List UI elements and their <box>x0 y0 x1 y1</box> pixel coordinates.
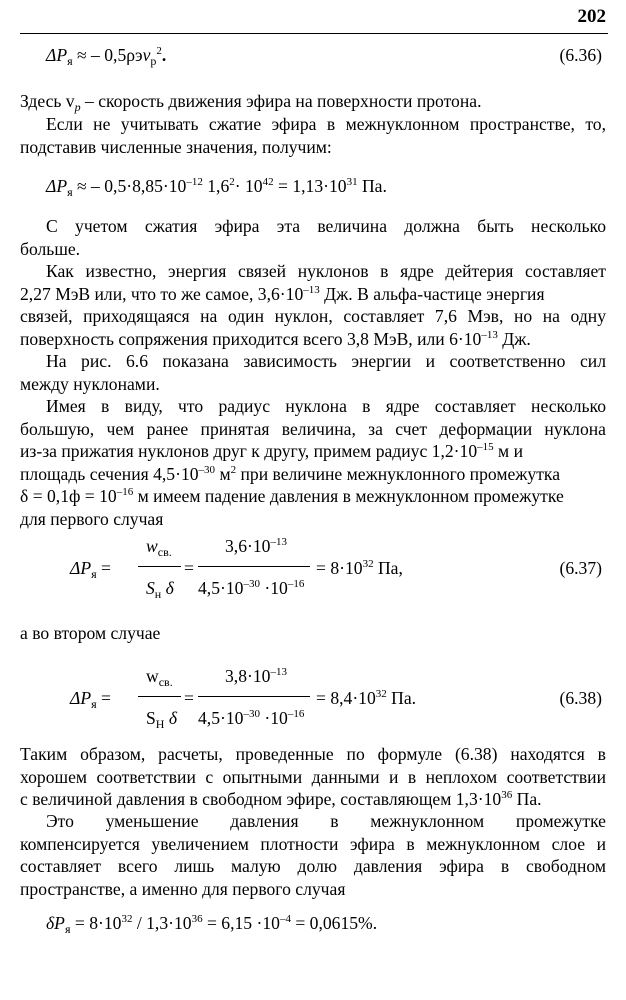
eqn-e: = 1,13·10 <box>273 176 347 196</box>
eq637-rsup: 32 <box>362 558 374 570</box>
eqn-d-sup: 42 <box>262 176 274 188</box>
eq638-f1n-sub: св. <box>158 675 173 689</box>
p6-l5a: δ = 0,1ф = 10 <box>20 486 117 507</box>
equation-6-38 <box>0 665 626 735</box>
p8-line-2: хорошем соответствии с опытными данными и в неплохом соответствии <box>20 766 606 787</box>
equation-number-6-36: (6.36) <box>559 45 602 65</box>
p1-sub: р <box>74 100 81 114</box>
equation-numeric <box>46 175 387 198</box>
p8-l3sup: 36 <box>501 789 513 802</box>
eq638-f2n: 3,8·10 <box>225 666 271 686</box>
eq637-rb: Па, <box>373 558 403 578</box>
p6-l5b: м имеем падение давления в межнуклонном промежутке <box>133 486 564 507</box>
eq637-frac2-line <box>198 566 310 567</box>
eq637-f2d-sup1: –30 <box>243 578 260 590</box>
p3-line-1: С учетом сжатия эфира эта величина должна быть несколько <box>46 216 606 236</box>
eq637-frac1-num <box>146 535 172 558</box>
eq637-f2d-a: 4,5·10 <box>198 578 244 598</box>
p1-text: Здесь v <box>20 91 75 111</box>
p8-l3a: с величиной давления в свободном эфире, составляющем 1,3·10 <box>20 789 502 810</box>
eqn-f: Па. <box>357 176 387 196</box>
p4-line-3: связей, приходящаяся на один нуклон, составляет 7,6 Мэв, но на одну <box>20 306 606 327</box>
equation-final <box>46 912 377 935</box>
eqf-d: = 6,15 ·10 <box>202 913 280 933</box>
eqn-b: ≈ – 0,5·8,85·10 <box>72 176 187 196</box>
eq638-f2d-a: 4,5·10 <box>198 708 244 728</box>
eq638-f2d-sup2: –16 <box>287 708 305 720</box>
eq-lhs: ΔP <box>46 45 68 65</box>
eq637-lhs-text: ΔP <box>70 558 92 578</box>
p4-l4a: поверхность сопряжения приходится всего 3,8 МэВ, или 6·10 <box>20 328 482 349</box>
eq638-f1d-sub: Н <box>155 717 165 731</box>
eq-dot: . <box>161 45 167 65</box>
eqn-a: ΔP <box>46 176 68 196</box>
eq638-ra: = 8,4·10 <box>316 688 376 708</box>
eq638-frac2-num <box>225 665 287 688</box>
eq638-lhs-sub: я <box>91 697 97 711</box>
eq637-frac1-line <box>138 566 181 567</box>
p6-l4c: при величине межнуклонного промежутка <box>236 463 560 484</box>
eqf-e: = 0,0615%. <box>290 913 378 933</box>
equation-number-6-37: (6.37) <box>559 558 602 578</box>
eq638-eq2: = <box>184 688 194 708</box>
paragraph-9 <box>20 810 606 900</box>
p6-l3a: из-за прижатия нуклонов друг к другу, примем радиус 1,2·10 <box>20 441 478 462</box>
eq637-f2d-b: ·10 <box>259 578 288 598</box>
paragraph-1 <box>20 90 606 113</box>
p6-line-2: большую, чем ранее принятая величина, за счет деформации нуклона <box>20 418 606 439</box>
p4-l2a: 2,27 МэВ или, что то же самое, 3,6·10 <box>20 283 304 304</box>
eq637-frac2-den <box>198 577 304 600</box>
eqn-a-sub: я <box>67 185 73 199</box>
eq637-f1d-sub: н <box>154 587 162 601</box>
eq638-frac1-line <box>138 696 181 697</box>
eq637-ra: = 8·10 <box>316 558 363 578</box>
eq637-f2n-sup: –13 <box>270 536 287 548</box>
p6-l5sup: –16 <box>116 486 134 499</box>
p1-rest: – скорость движения эфира на поверхности протона. <box>80 91 482 111</box>
p6-line-5 <box>20 485 606 508</box>
eq637-f1d-delta: δ <box>161 578 174 598</box>
paragraph-8 <box>20 743 606 811</box>
p4-l2b: Дж. В альфа-частице энергия <box>319 283 545 304</box>
eq638-eq: = <box>101 688 111 708</box>
p6-l3sup: –15 <box>477 441 494 454</box>
paragraph-2 <box>20 113 606 158</box>
p4-line-1: Как известно, энергия связей нуклонов в ядре дейтерия составляет <box>46 261 606 281</box>
paragraph-7 <box>20 622 606 645</box>
eqf-a: δP <box>46 913 65 933</box>
eq637-f1n: w <box>146 536 158 556</box>
eq-v-sub: р <box>150 54 157 68</box>
p6-l3b: м и <box>493 441 523 462</box>
eqf-a-sub: я <box>64 922 71 936</box>
eq637-frac2-num <box>225 535 287 558</box>
eqn-e-sup: 31 <box>346 176 358 188</box>
p6-line-1: Имея в виду, что радиус нуклона в ядре составляет несколько <box>46 396 606 416</box>
equation-6-37 <box>0 535 626 605</box>
p4-line-2 <box>20 283 606 306</box>
eq-mid: ≈ – 0,5ρэ <box>72 45 143 65</box>
eq-sq: 2 <box>156 45 162 57</box>
eq637-frac1-den <box>146 577 174 600</box>
p2-line-2: подставив численные значения, получим: <box>20 136 332 157</box>
eq638-frac1-num <box>146 665 173 688</box>
eq637-f1d: S <box>146 578 155 598</box>
p5-line-1: На рис. 6.6 показана зависимость энергии и соответственно сил <box>46 351 606 371</box>
eq638-f2d-b: ·10 <box>259 708 288 728</box>
eq637-lhs-sub: я <box>91 567 97 581</box>
eq637-eq2: = <box>184 558 194 578</box>
eq638-lhs <box>70 687 111 710</box>
eq638-f2d-sup1: –30 <box>243 708 260 720</box>
eq637-f2d-sup2: –16 <box>287 578 305 590</box>
p6-l4sup1: –30 <box>198 463 216 476</box>
p4-l4b: Дж. <box>497 328 531 349</box>
eqn-d: · 10 <box>234 176 263 196</box>
p2-line-1: Если не учитывать сжатие эфира в межнуклонном пространстве, то, <box>46 114 606 134</box>
p6-line-6: для первого случая <box>20 508 164 529</box>
paragraph-4 <box>20 260 606 350</box>
eqf-c: / 1,3·10 <box>132 913 192 933</box>
page-number: 202 <box>577 6 606 27</box>
p6-l4a: площадь сечения 4,5·10 <box>20 463 199 484</box>
equation-6-36 <box>46 44 166 67</box>
eq637-lhs <box>70 557 111 580</box>
p6-line-3 <box>20 440 606 463</box>
p6-l4sup2: 2 <box>230 463 237 476</box>
eqf-b-sup: 32 <box>121 913 133 925</box>
eq638-f2n-sup: –13 <box>270 666 287 678</box>
p9-line-1: Это уменьшение давления в межнуклонном промежутке <box>46 811 606 831</box>
eqf-d-sup: –4 <box>279 913 291 925</box>
header-rule <box>20 33 608 34</box>
p9-line-3: составляет всего лишь малую долю давления эфира в свободном <box>20 856 606 877</box>
p8-line-1: Таким образом, расчеты, проведенные по формуле (6.38) находятся в <box>20 744 606 764</box>
p9-line-4: пространстве, а именно для первого случая <box>20 878 346 899</box>
eq637-result <box>316 557 403 580</box>
eq637-f1n-sub: св. <box>157 545 172 559</box>
p4-line-4 <box>20 328 606 351</box>
p4-l4sup: –13 <box>481 328 498 341</box>
eq638-rsup: 32 <box>375 688 387 700</box>
eq638-rb: Па. <box>386 688 417 708</box>
p8-l3b: Па. <box>512 789 542 810</box>
p5-line-2: между нуклонами. <box>20 373 160 394</box>
eq638-f1d-delta: δ <box>164 708 178 728</box>
eqn-b-sup: –12 <box>186 176 203 188</box>
p6-l4b: м <box>215 463 231 484</box>
p8-line-3 <box>20 788 606 811</box>
eq638-f1n: w <box>146 666 159 686</box>
eq638-frac2-den <box>198 707 304 730</box>
eq638-frac1-den <box>146 707 177 730</box>
eq637-f2n: 3,6·10 <box>225 536 271 556</box>
eqf-b: = 8·10 <box>70 913 122 933</box>
equation-number-6-38: (6.38) <box>559 688 602 708</box>
eqf-c-sup: 36 <box>191 913 203 925</box>
paragraph-5 <box>20 350 606 395</box>
eq638-f1d: S <box>146 708 156 728</box>
p3-line-2: больше. <box>20 238 81 259</box>
paragraph-3 <box>20 215 606 260</box>
p4-l2sup: –13 <box>303 283 320 296</box>
p9-line-2: компенсируется увеличением плотности эфира в межнуклонном слое и <box>20 833 606 854</box>
p7-line-1: а во втором случае <box>20 623 161 643</box>
eqn-c-sup: 2 <box>229 176 235 188</box>
eq638-lhs-text: ΔP <box>70 688 92 708</box>
eq-lhs-sub: я <box>67 54 73 68</box>
eq638-frac2-line <box>198 696 310 697</box>
eqn-c: 1,6 <box>202 176 230 196</box>
eq637-eq: = <box>101 558 111 578</box>
eq638-result <box>316 687 416 710</box>
paragraph-6 <box>20 395 606 531</box>
p6-line-4 <box>20 463 606 486</box>
eq-v: v <box>142 45 151 65</box>
